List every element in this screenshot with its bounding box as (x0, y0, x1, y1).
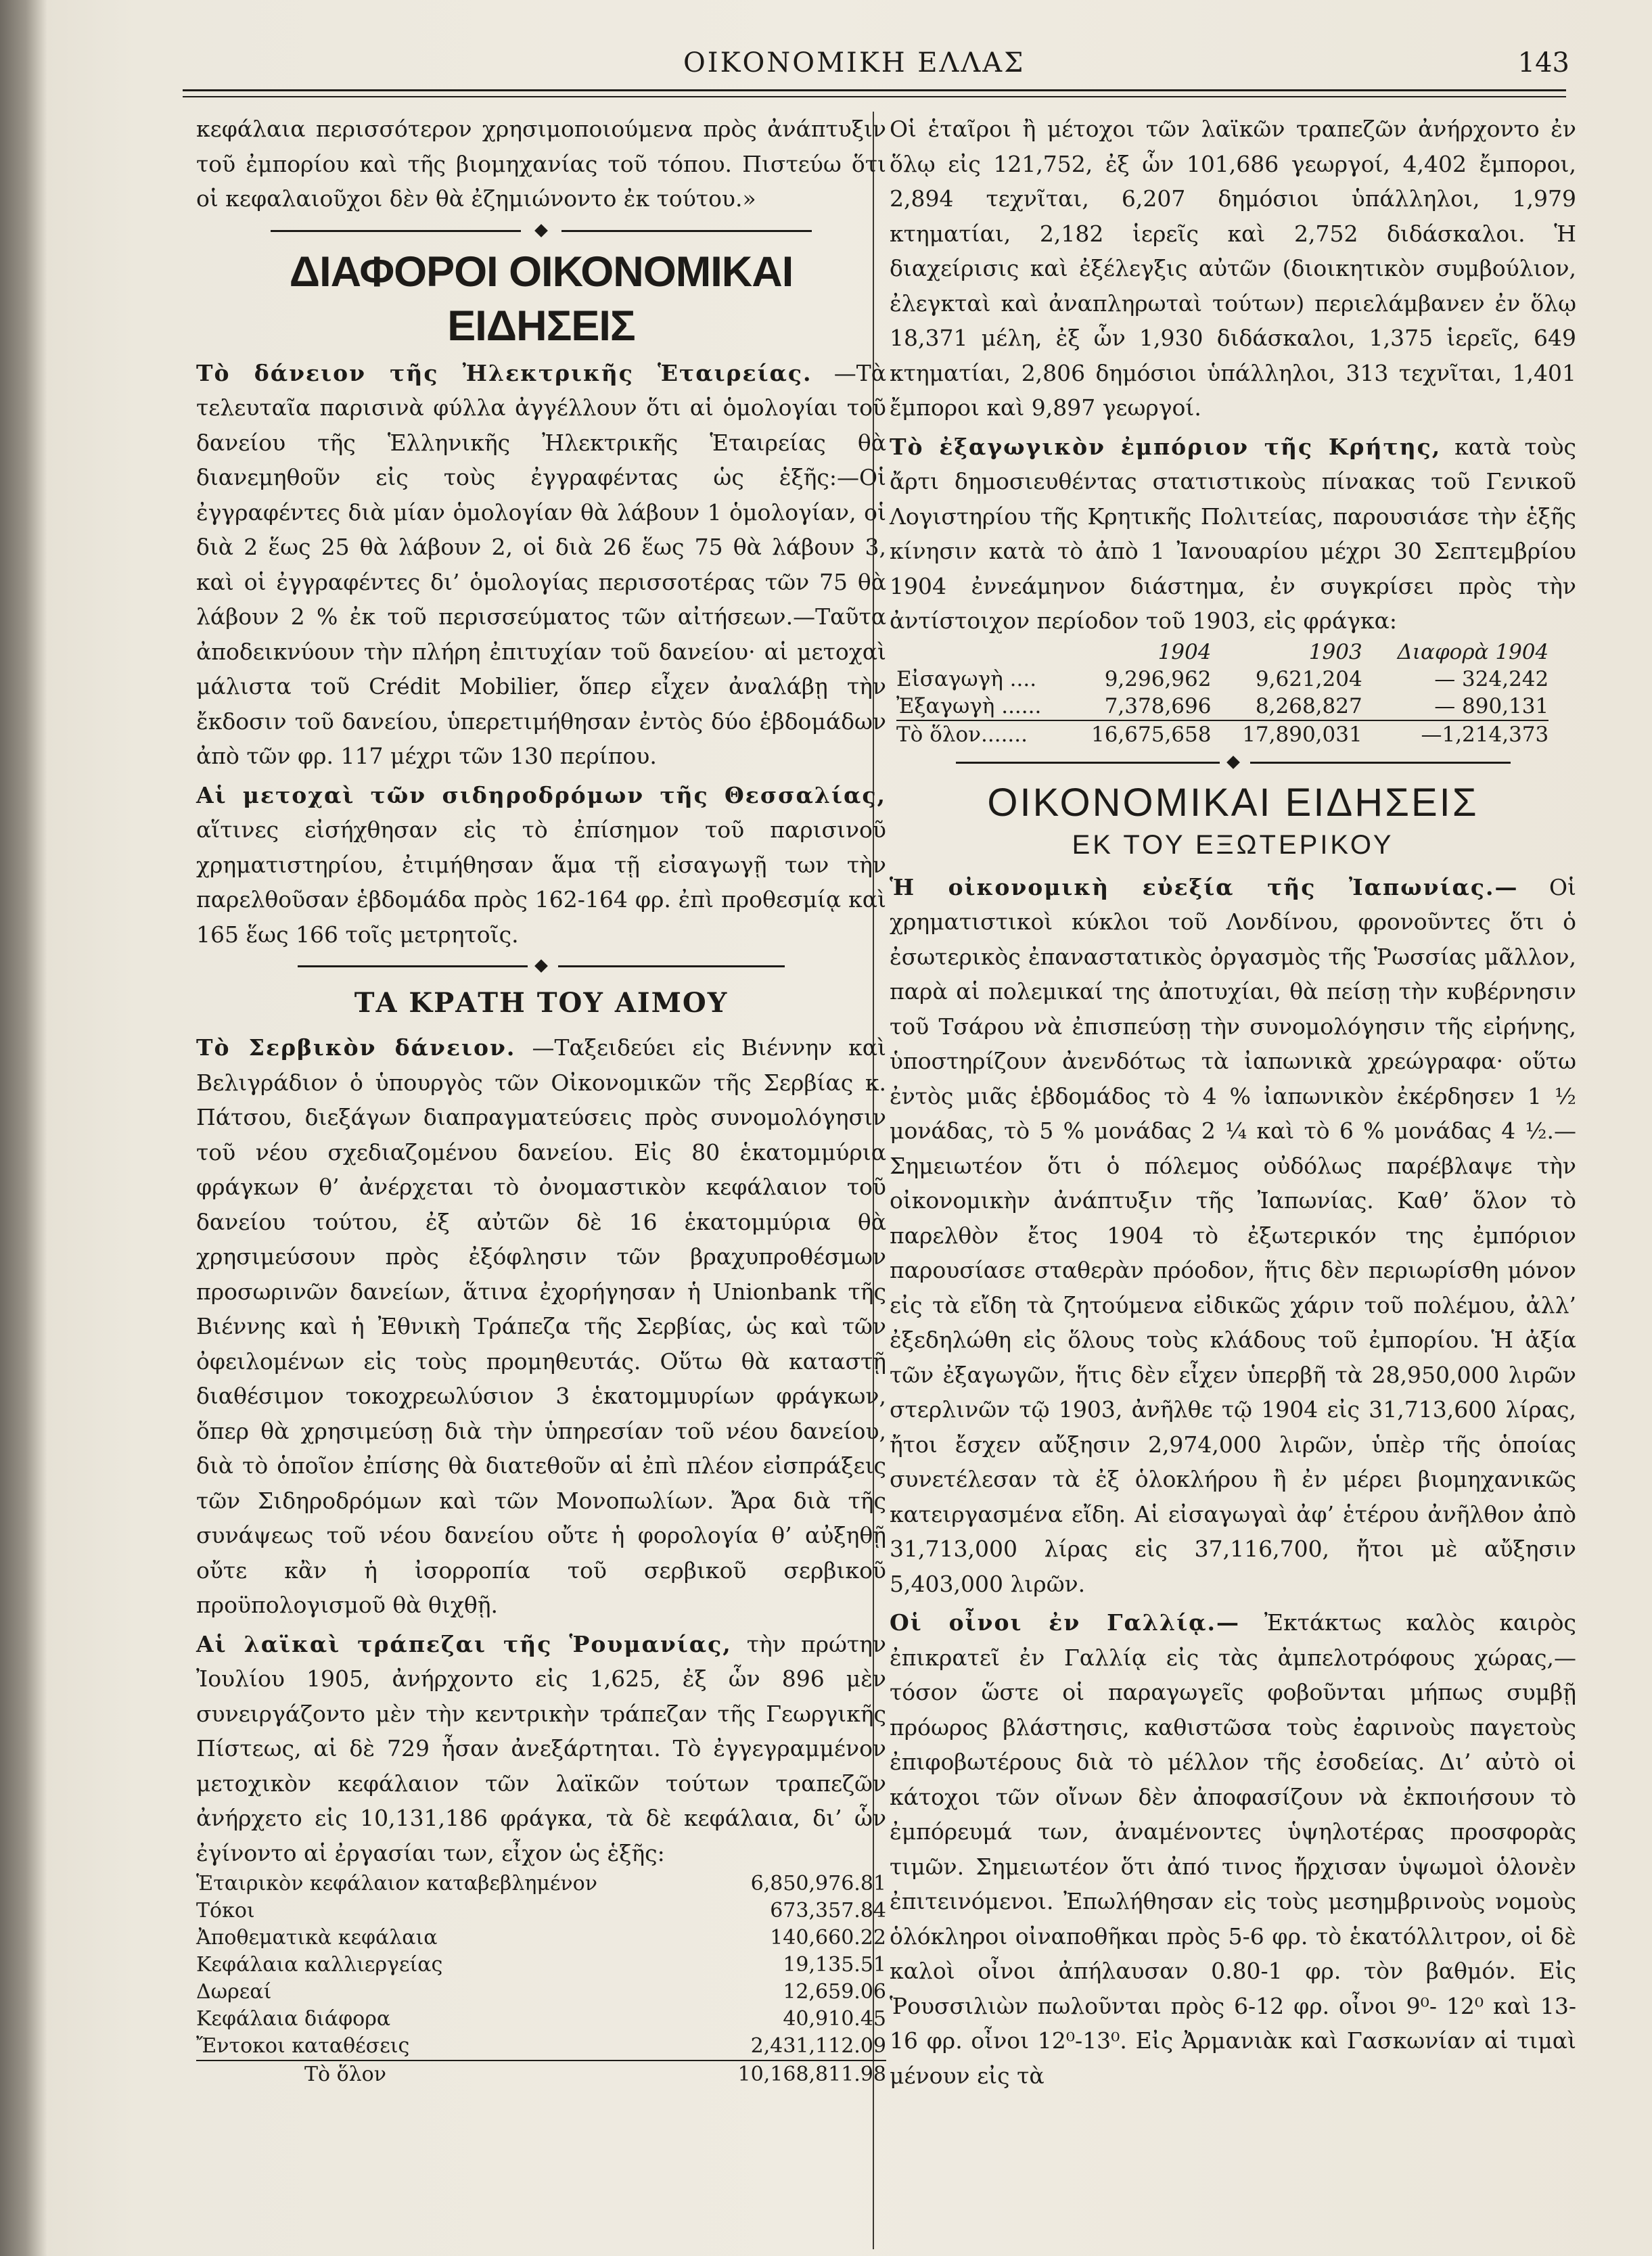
row-label: Κεφάλαια καλλιεργείας (196, 1953, 443, 1977)
article-lead: Τὸ Σερβικὸν δάνειον. (196, 1034, 516, 1061)
cell: 7,378,696 (1104, 693, 1212, 718)
row-value: 40,910.45 (783, 2007, 886, 2031)
row-label: Δωρεαί (196, 1980, 272, 2004)
row-label: Κεφάλαια διάφορα (196, 2007, 391, 2031)
table-total-row (896, 720, 1548, 748)
article-lead: Τὸ δάνειον τῆς Ἠλεκτρικῆς Ἑταιρείας. (196, 359, 812, 386)
ornament-divider (298, 956, 785, 976)
section-headline: ΔΙΑΦΟΡΟΙ ΟΙΚΟΝΟΜΙΚΑΙ ΕΙΔΗΣΕΙΣ (289, 248, 794, 350)
article-body: Οἱ χρηματιστικοὶ κύκλοι τοῦ Λονδίνου, φρονοῦντες ὅτι ὁ ἐσωτερικὸς ἐπαναστατικὸς ὀργασμὸς τῆς Ῥωσσίας μᾶλλον, παρὰ αἱ πολεμικαί της ἀποτυχίαι, θὰ πείσῃ τὴν κυβέρνησιν τοῦ Τσάρου νὰ ἐπισπεύσῃ τὴν συνομολόγησιν τῆς εἰρήνης, ὑποστηρίζουν ἀνενδότως τὰ ἰαπωνικὰ χρεώγραφα· οὕτω ἐντὸς μιᾶς ἑβδομάδος τὸ 4 % ἰαπωνικὸν ἐκέρδησεν 1 ½ μονάδας, τὸ 5 % μονάδας 2 ¼ καὶ τὸ 6 % μονάδας 4 ½.— Σημειωτέον ὅτι ὁ πόλεμος οὐδόλως παρέβλαψε τὴν οἰκονομικὴν ἀνάπτυξιν τῆς Ἰαπωνίας. Καθ’ ὅλον τὸ παρελθὸν ἔτος 1904 τὸ ἐξωτερικόν της ἐμπόριον παρουσίασε σταθερὰν πρόοδον, ἥτις δὲν περιωρίσθη μόνον εἰς τὰ εἴδη τὰ ζητούμενα εἰδικῶς χάριν τοῦ πολέμου, ἀλλ’ ἐξεδηλώθη εἰς ὅλους τοὺς κλάδους τοῦ ἐμπορίου. Ἡ ἀξία τῶν ἐξαγωγῶν, ἥτις δὲν εἶχεν ὑπερβῆ τὰ 28,950,000 λιρῶν στερλινῶν τῷ 1903, ἀνῆλθε τῷ 1904 εἰς 31,713,600 λίρας, ἤτοι ἔσχεν αὔξησιν 2,974,000 λιρῶν, ὑπὲρ τῆς ὁποίας συνετέλεσαν τὰ ἐξ ὁλοκλήρου ἢ ἐν μέρει βιομηχανικῶς κατειργασμένα εἴδη. Αἱ εἰσαγωγαὶ ἀφ’ ἑτέρου ἀνῆλθον ἀπὸ 31,713,000 λίρας εἰς 37,116,700, ἤτοι μὲ αὔξησιν 5,403,000 λιρῶν. (890, 873, 1576, 1597)
article-body: —Ταξειδεύει εἰς Βιέννην καὶ Βελιγράδιον ὁ ὑπουργὸς τῶν Οἰκονομικῶν τῆς Σερβίας κ. Πάτσου, διεξάγων διαπραγματεύσεις πρὸς συνομολόγησιν τοῦ νέου σχεδιαζομένου δανείου. Εἰς 80 ἑκατομμύρια φράγκων θ’ ἀνέρχεται τὸ ὀνομαστικὸν κεφάλαιον τοῦ δανείου τούτου, ἐξ αὐτῶν δὲ 16 ἑκατομμύρια θὰ χρησιμεύσουν πρὸς ἐξόφλησιν τῶν βραχυπροθέσμων προσωρινῶν δανείων, ἅτινα ἐχορήγησαν ἡ Unionbank τῆς Βιέννης καὶ ἡ Ἐθνικὴ Τράπεζα τῆς Σερβίας, ὡς καὶ τῶν ὀφειλομένων εἰς τοὺς προμηθευτάς. Οὕτω θὰ καταστῇ διαθέσιμον τοκοχρεωλύσιον 3 ἑκατομμυρίων φράγκων, ὅπερ θὰ χρησιμεύσῃ διὰ τὴν ὑπηρεσίαν τοῦ νέου δανείου, διὰ τὸ ὁποῖον ἐπίσης θὰ διατεθοῦν αἱ ἐπὶ πλέον εἰσπράξεις τῶν Σιδηροδρόμων καὶ τῶν Μονοπωλίων. Ἄρα διὰ τῆς συνάψεως τοῦ νέου δανείου οὔτε ἡ φορολογία θ’ αὐξηθῇ οὔτε κἂν ἡ ἰσορροπία τοῦ σερβικοῦ σερβικοῦ προϋπολογισμοῦ θὰ θιχθῇ. (196, 1034, 886, 1618)
article-body: τὴν πρώτην Ἰουλίου 1905, ἀνήρχοντο εἰς 1,625, ἐξ ὧν 896 μὲν συνειργάζοντο μὲν τὴν κεντρικὴν τράπεζαν τῆς Γεωργικῆς Πίστεως, αἱ δὲ 729 ἦσαν ἀνεξάρτηται. Τὸ ἐγγεγραμμένον μετοχικὸν κεφάλαιον τῶν λαϊκῶν τούτων τραπεζῶν ἀνήρχετο εἰς 10,131,186 φράγκα, τὰ δὲ κεφάλαια, δι’ ὧν ἐγίνοντο αἱ ἐργασίαι των, εἶχον ὡς ἑξῆς: (196, 1630, 886, 1866)
cell: 17,890,031 (1211, 720, 1362, 748)
article-japan (890, 870, 1576, 1602)
row-label: Τὸ ὅλον....... (896, 720, 1060, 748)
article-thessaly-railways (196, 778, 886, 952)
table-row (196, 2033, 886, 2061)
article-lead: Ἡ οἰκονομικὴ εὐεξία τῆς Ἰαπωνίας.— (890, 873, 1519, 900)
table-row (896, 693, 1548, 720)
page-number: 143 (1517, 47, 1569, 78)
table-row (196, 1897, 886, 1925)
intro-paragraph: κεφάλαια περισσότερον χρησιμοποιούμενα πρὸς ἀνάπτυξιν τοῦ ἐμπορίου καὶ τῆς βιομηχανίας τοῦ τόπου. Πιστεύω ὅτι οἱ κεφαλαιοῦχοι δὲν θὰ ἐζημιώνοντο ἐκ τούτου.» (196, 116, 886, 212)
cell: — 324,242 (1434, 666, 1549, 691)
cell: 16,675,658 (1060, 720, 1211, 748)
row-label: Ἐξαγωγὴ ...... (896, 693, 1042, 718)
col-header: Διαφορὰ 1904 (1397, 639, 1549, 664)
section-title: ΤΑ ΚΡΑΤΗ ΤΟΥ ΑΙΜΟΥ (354, 987, 729, 1019)
cell: — 890,131 (1434, 693, 1549, 718)
article-crete-trade (890, 430, 1576, 639)
running-title: ΟΙΚΟΝΟΜΙΚΗ ΕΛΛΑΣ (683, 47, 1026, 78)
cell: —1,214,373 (1362, 720, 1549, 748)
row-label: Ἀποθεματικὰ κεφάλαια (196, 1926, 438, 1950)
row-value: 2,431,112.09 (750, 2034, 886, 2058)
row-value: 140,660.22 (770, 1926, 886, 1950)
table-row (196, 2006, 886, 2033)
article-romanian-banks (196, 1627, 886, 1871)
ornament-divider (271, 221, 812, 241)
table-row (196, 1979, 886, 2006)
capital-table (196, 1870, 886, 2088)
article-lead: Αἱ λαϊκαὶ τράπεζαι τῆς Ῥουμανίας, (196, 1630, 732, 1657)
row-value: 673,357.84 (770, 1899, 886, 1923)
table-total-label: Τὸ ὅλον (196, 2061, 699, 2088)
section-headline: ΟΙΚΟΝΟΜΙΚΑΙ ΕΙΔΗΣΕΙΣ (987, 780, 1479, 825)
article-body: κατὰ τοὺς ἄρτι δημοσιευθέντας στατιστικοὺς πίνακας τοῦ Γενικοῦ Λογιστηρίου τῆς Κρητικῆς Πολιτείας, παρουσιάσε τὴν ἑξῆς κίνησιν κατὰ τὸ ἀπὸ 1 Ἰανουαρίου μέχρι 30 Σεπτεμβρίου 1904 ἐννεάμηνον διάστημα, ἐν συγκρίσει πρὸς τὴν ἀντίστοιχον περίοδον τοῦ 1903, εἰς φράγκα: (890, 433, 1576, 634)
table-row (196, 1952, 886, 1979)
article-serbian-loan (196, 1030, 886, 1623)
cell: 9,621,204 (1255, 666, 1362, 691)
article-lead: Αἱ μετοχαὶ τῶν σιδηροδρόμων τῆς Θεσσαλίας, (196, 781, 886, 808)
cell: 9,296,962 (1104, 666, 1212, 691)
trade-header-row (896, 639, 1548, 666)
article-body: Ἐκτάκτως καλὸς καιρὸς ἐπικρατεῖ ἐν Γαλλίᾳ εἰς τὰς ἀμπελοτρόφους χώρας,— τόσον ὥστε οἱ παραγωγεῖς φοβοῦνται μήπως συμβῇ πρόωρος βλάστησις, καθιστῶσα τοὺς ἐαρινοὺς παγετοὺς ἐπιφοβωτέρους διὰ τὸ μέλλον τῆς ἐσοδείας. Δι’ αὐτὸ οἱ κάτοχοι τῶν οἴνων δὲν ἀποφασίζουν νὰ ἐκποιήσουν τὸ ἐμπόρευμά των, ἀναμένοντες ὑψηλοτέρας προσφορὰς τιμῶν. Σημειωτέον ὅτι ἀπό τινος ἤρχισαν ὑψωμοὶ ὁλονὲν ἐπιτεινόμενοι. Ἐπωλήθησαν εἰς τοὺς μεσημβρινοὺς νομοὺς ὁλόκληροι οἰναποθῆκαι πρὸς 5-6 φρ. τὸ ἑκατόλλιτρον, οἱ δὲ καλοὶ οἶνοι ἀπήλαυσαν 0.80-1 φρ. τὸν βαθμόν. Εἰς Ῥουσσιλιὼν πωλοῦνται πρὸς 6-12 φρ. οἶνοι 9⁰- 12⁰ καὶ 13-16 φρ. οἶνοι 12⁰-13⁰. Εἰς Ἀρμανιὰκ καὶ Γασκωνίαν αἱ τιμαὶ μένουν εἰς τὰ (890, 1609, 1576, 2089)
article-body: —Τὰ τελευταῖα παρισινὰ φύλλα ἀγγέλλουν ὅτι αἱ ὁμολογίαι τοῦ δανείου τῆς Ἑλληνικῆς Ἠλεκτρικῆς Ἑταιρείας θὰ διανεμηθοῦν εἰς τοὺς ἐγγραφέντας ὡς ἑξῆς:—Οἱ ἐγγραφέντες διὰ μίαν ὁμολογίαν θὰ λάβουν 1 ὁμολογίαν, οἱ διὰ 2 ἕως 25 θὰ λάβουν 2, οἱ διὰ 26 ἕως 75 θὰ λάβουν 3, καὶ οἱ ἐγγραφέντες δι’ ὁμολογίας περισσοτέρας τῶν 75 θὰ λάβουν 2 % ἐκ τοῦ περισσεύματος τῶν αἰτήσεων.—Ταῦτα ἀποδεικνύουν τὴν πλήρη ἐπιτυχίαν τοῦ δανείου· αἱ μετοχαὶ μάλιστα τοῦ Crédit Mobilier, ὅπερ εἶχεν ἀναλάβῃ τὴν ἔκδοσιν τοῦ δανείου, ὑπερετιμήθησαν ἐντὸς δύο ἑβδομάδων ἀπὸ τῶν φρ. 117 μέχρι τῶν 130 περίπου. (196, 359, 886, 769)
header-rule (183, 89, 1566, 97)
article-lead: Οἱ οἶνοι ἐν Γαλλίᾳ.— (890, 1609, 1241, 1636)
table-total-row (196, 2061, 886, 2088)
table-row (196, 1925, 886, 1952)
col-header: 1904 (1157, 639, 1212, 664)
table-row (196, 1870, 886, 1897)
page-header (183, 47, 1603, 88)
right-column (890, 112, 1576, 2093)
cell: 8,268,827 (1255, 693, 1362, 718)
ornament-divider (956, 752, 1511, 773)
left-column (196, 112, 886, 2088)
article-electric-loan (196, 356, 886, 774)
row-value: 19,135.51 (783, 1953, 886, 1977)
row-value: 12,659.06 (783, 1980, 886, 2004)
table-row (896, 666, 1548, 693)
article-lead: Τὸ ἐξαγωγικὸν ἐμπόριον τῆς Κρήτης, (890, 433, 1442, 460)
article-france-wines (890, 1605, 1576, 2093)
members-paragraph: Οἱ ἑταῖροι ἢ μέτοχοι τῶν λαϊκῶν τραπεζῶν ἀνήρχοντο ἐν ὅλῳ εἰς 121,752, ἐξ ὧν 101,686 γεωργοί, 4,402 ἔμποροι, 2,894 τεχνῖται, 6,207 δημόσιοι ὑπάλληλοι, 1,979 κτηματίαι, 2,182 ἱερεῖς καὶ 2,752 διδάσκαλοι. Ἡ διαχείρισις καὶ ἐξέλεγξις αὐτῶν (διοικητικὸν συμβούλιον, ἐλεγκταὶ καὶ ἀναπληρωταὶ τούτων) περιελάμβανεν ἐν ὅλῳ 18,371 μέλη, ἐξ ὧν 1,930 διδάσκαλοι, 1,375 ἱερεῖς, 649 κτηματίαι, 2,806 δημόσιοι ὑπάλληλοι, 313 τεχνῖται, 1,401 ἔμποροι καὶ 9,897 γεωργοί. (890, 116, 1576, 421)
table-total-value: 10,168,811.98 (699, 2061, 886, 2088)
trade-table (896, 639, 1548, 748)
row-label: Ἑταιρικὸν κεφάλαιον καταβεβλημένον (196, 1872, 597, 1895)
row-label: Ἔντοκοι καταθέσεις (196, 2034, 410, 2058)
row-label: Τόκοι (196, 1899, 255, 1923)
col-header: 1903 (1308, 639, 1362, 664)
row-value: 6,850,976.81 (750, 1872, 886, 1895)
row-label: Εἰσαγωγὴ .... (896, 666, 1037, 691)
section-subheadline: ΕΚ ΤΟΥ ΕΞΩΤΕΡΙΚΟΥ (1072, 829, 1394, 860)
article-body: αἵτινες εἰσήχθησαν εἰς τὸ ἐπίσημον τοῦ παρισινοῦ χρηματιστηρίου, ἐτιμήθησαν ἅμα τῇ εἰσαγωγῇ των τὴν παρελθοῦσαν ἑβδομάδα πρὸς 162-164 φρ. ἐπὶ προθεσμίᾳ καὶ 165 ἕως 166 τοῖς μετρητοῖς. (196, 816, 886, 948)
